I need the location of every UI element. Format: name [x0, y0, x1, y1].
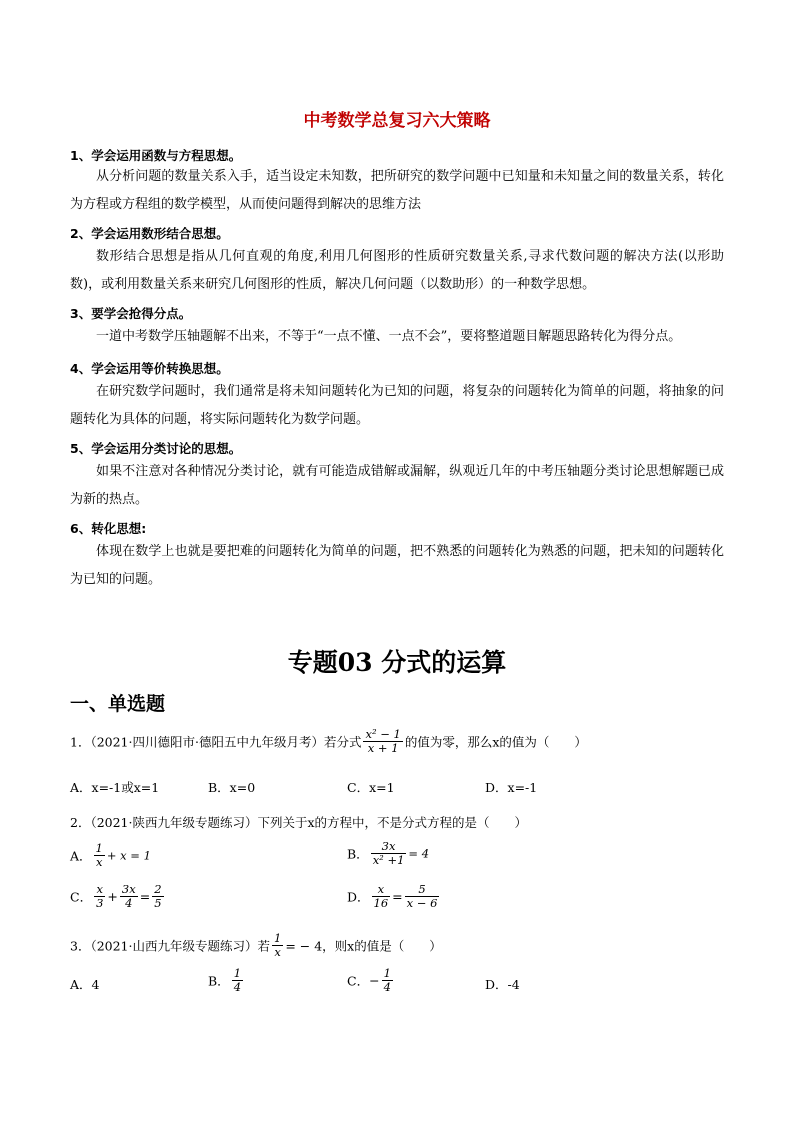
- q1-option-b: B．x=0: [208, 780, 256, 795]
- q2-option-d: [347, 883, 441, 910]
- q3-b-label: B．: [208, 973, 230, 989]
- q3-mid: = − 4，则x的值是（ ）: [285, 938, 442, 954]
- q2-c-plus: +: [107, 889, 118, 904]
- q2-c-num-2: 3x: [121, 882, 136, 896]
- q2-a-fraction: [94, 842, 105, 869]
- q2-a-label: A．: [70, 848, 92, 864]
- q3-option-d: D．-4: [485, 977, 520, 992]
- strategy-2-heading: 2、学会运用数形结合思想。: [70, 226, 229, 241]
- q3-b-den: 4: [233, 980, 242, 994]
- q2-b-fraction: [371, 840, 407, 867]
- q3-b-fraction: [232, 967, 243, 994]
- strategy-6-body: 体现在数学上也就是要把难的问题转化为简单的问题，把不熟悉的问题转化为熟悉的问题，把未知的问题转化为已知的问题。: [70, 544, 724, 587]
- strategy-1-heading: 1、学会运用函数与方程思想。: [70, 148, 242, 163]
- q2-c-label: C．: [70, 889, 93, 905]
- section-label: 一、单选题: [70, 693, 166, 715]
- q2-d-label: D．: [347, 889, 370, 905]
- q2-c-eq: =: [139, 889, 151, 904]
- q2-option-b: [347, 840, 429, 867]
- q2-d-den-1: 16: [373, 896, 389, 910]
- q1-frac-num: x² − 1: [365, 727, 401, 741]
- q2-c-den-3: 5: [154, 896, 162, 910]
- q3-frac-num: 1: [274, 931, 282, 945]
- q3-b-num: 1: [233, 966, 242, 980]
- q1-option-d: D．x=-1: [485, 780, 538, 795]
- q1-prefix: 1．（2021·四川德阳市·德阳五中九年级月考）若分式: [70, 734, 362, 750]
- q2-option-c: [70, 883, 166, 910]
- q2-b-label: B．: [347, 846, 369, 862]
- q2-c-frac-3: [152, 883, 163, 910]
- q2-c-frac-1: [94, 883, 105, 910]
- q3-option-b: [208, 967, 245, 994]
- q3-prefix: 3．（2021·山西九年级专题练习）若: [70, 938, 270, 954]
- q2-c-num-3: 2: [154, 882, 162, 896]
- question-2: 2．（2021·陕西九年级专题练习）下列关于x的方程中，不是分式方程的是（ ）: [70, 815, 528, 830]
- q3-c-fraction: [382, 967, 393, 994]
- q3-frac-den: x: [274, 945, 281, 959]
- strategy-3-heading: 3、要学会抢得分点。: [70, 306, 192, 321]
- strategy-4-heading: 4、学会运用等价转换思想。: [70, 361, 229, 376]
- q3-fraction: [272, 932, 283, 959]
- q2-d-num-2: 5: [405, 883, 440, 897]
- q2-c-den-1: 3: [96, 896, 104, 910]
- topic-title: 专题03 分式的运算: [287, 648, 507, 677]
- q1-option-a: A．x=-1或x=1: [70, 780, 160, 795]
- q3-c-sign: −: [369, 973, 380, 988]
- strategy-5-body: 如果不注意对各种情况分类讨论，就有可能造成错解或漏解，纵观近几年的中考压轴题分类讨论思想解题已成为新的热点。: [70, 464, 724, 507]
- q2-d-eq: =: [392, 889, 403, 904]
- q1-suffix: 的值为零，那么x的值为（ ）: [404, 734, 587, 750]
- q2-b-rest: = 4: [408, 846, 430, 861]
- q2-d-den-2: x − 6: [406, 896, 438, 910]
- strategy-6-heading: 6、转化思想:: [70, 521, 147, 536]
- q2-d-num-1: x: [372, 883, 391, 897]
- question-3: [70, 932, 442, 959]
- q3-option-c: [347, 967, 395, 994]
- q3-c-label: C．: [347, 973, 370, 989]
- q2-c-frac-2: [120, 883, 138, 910]
- q2-a-rest: + x = 1: [106, 848, 151, 863]
- strategy-1-body: 从分析问题的数量关系入手，适当设定未知数，把所研究的数学问题中已知量和未知量之间的数量关系，转化为方程或方程组的数学模型，从而使问题得到解决的思维方法: [70, 169, 724, 212]
- q2-b-den: x² +1: [372, 853, 405, 867]
- q2-b-num: 3x: [371, 840, 407, 854]
- q1-fraction: [363, 728, 402, 755]
- q3-c-num: 1: [383, 966, 391, 980]
- q2-c-den-2: 4: [125, 896, 133, 910]
- q2-d-frac-1: [372, 883, 391, 910]
- q2-a-den: x: [95, 855, 103, 869]
- strategy-2-body: 数形结合思想是指从几何直观的角度,利用几何图形的性质研究数量关系,寻求代数问题的解决方法(以形助数)，或利用数量关系来研究几何图形的性质，解决几何问题（以数助形）的一种数学思想。: [70, 249, 724, 292]
- q3-option-a: A．4: [70, 977, 100, 992]
- q2-d-frac-2: [405, 883, 440, 910]
- question-1: [70, 728, 587, 755]
- strategy-5-heading: 5、学会运用分类讨论的思想。: [70, 441, 242, 456]
- q2-c-num-1: x: [94, 883, 105, 897]
- strategy-3-body: 一道中考数学压轴题解不出来，不等于“一点不懂、一点不会”，要将整道题目解题思路转化为得分点。: [96, 329, 682, 344]
- main-title: 中考数学总复习六大策略: [303, 111, 491, 131]
- q2-option-a: [70, 842, 151, 869]
- q2-a-num: 1: [95, 841, 103, 855]
- q1-option-c: C．x=1: [347, 780, 395, 795]
- strategy-4-body: 在研究数学问题时，我们通常是将未知问题转化为已知的问题，将复杂的问题转化为简单的问题，将抽象的问题转化为具体的问题，将实际问题转化为数学问题。: [70, 384, 724, 427]
- q3-c-den: 4: [383, 980, 391, 994]
- q1-frac-den: x + 1: [367, 741, 399, 755]
